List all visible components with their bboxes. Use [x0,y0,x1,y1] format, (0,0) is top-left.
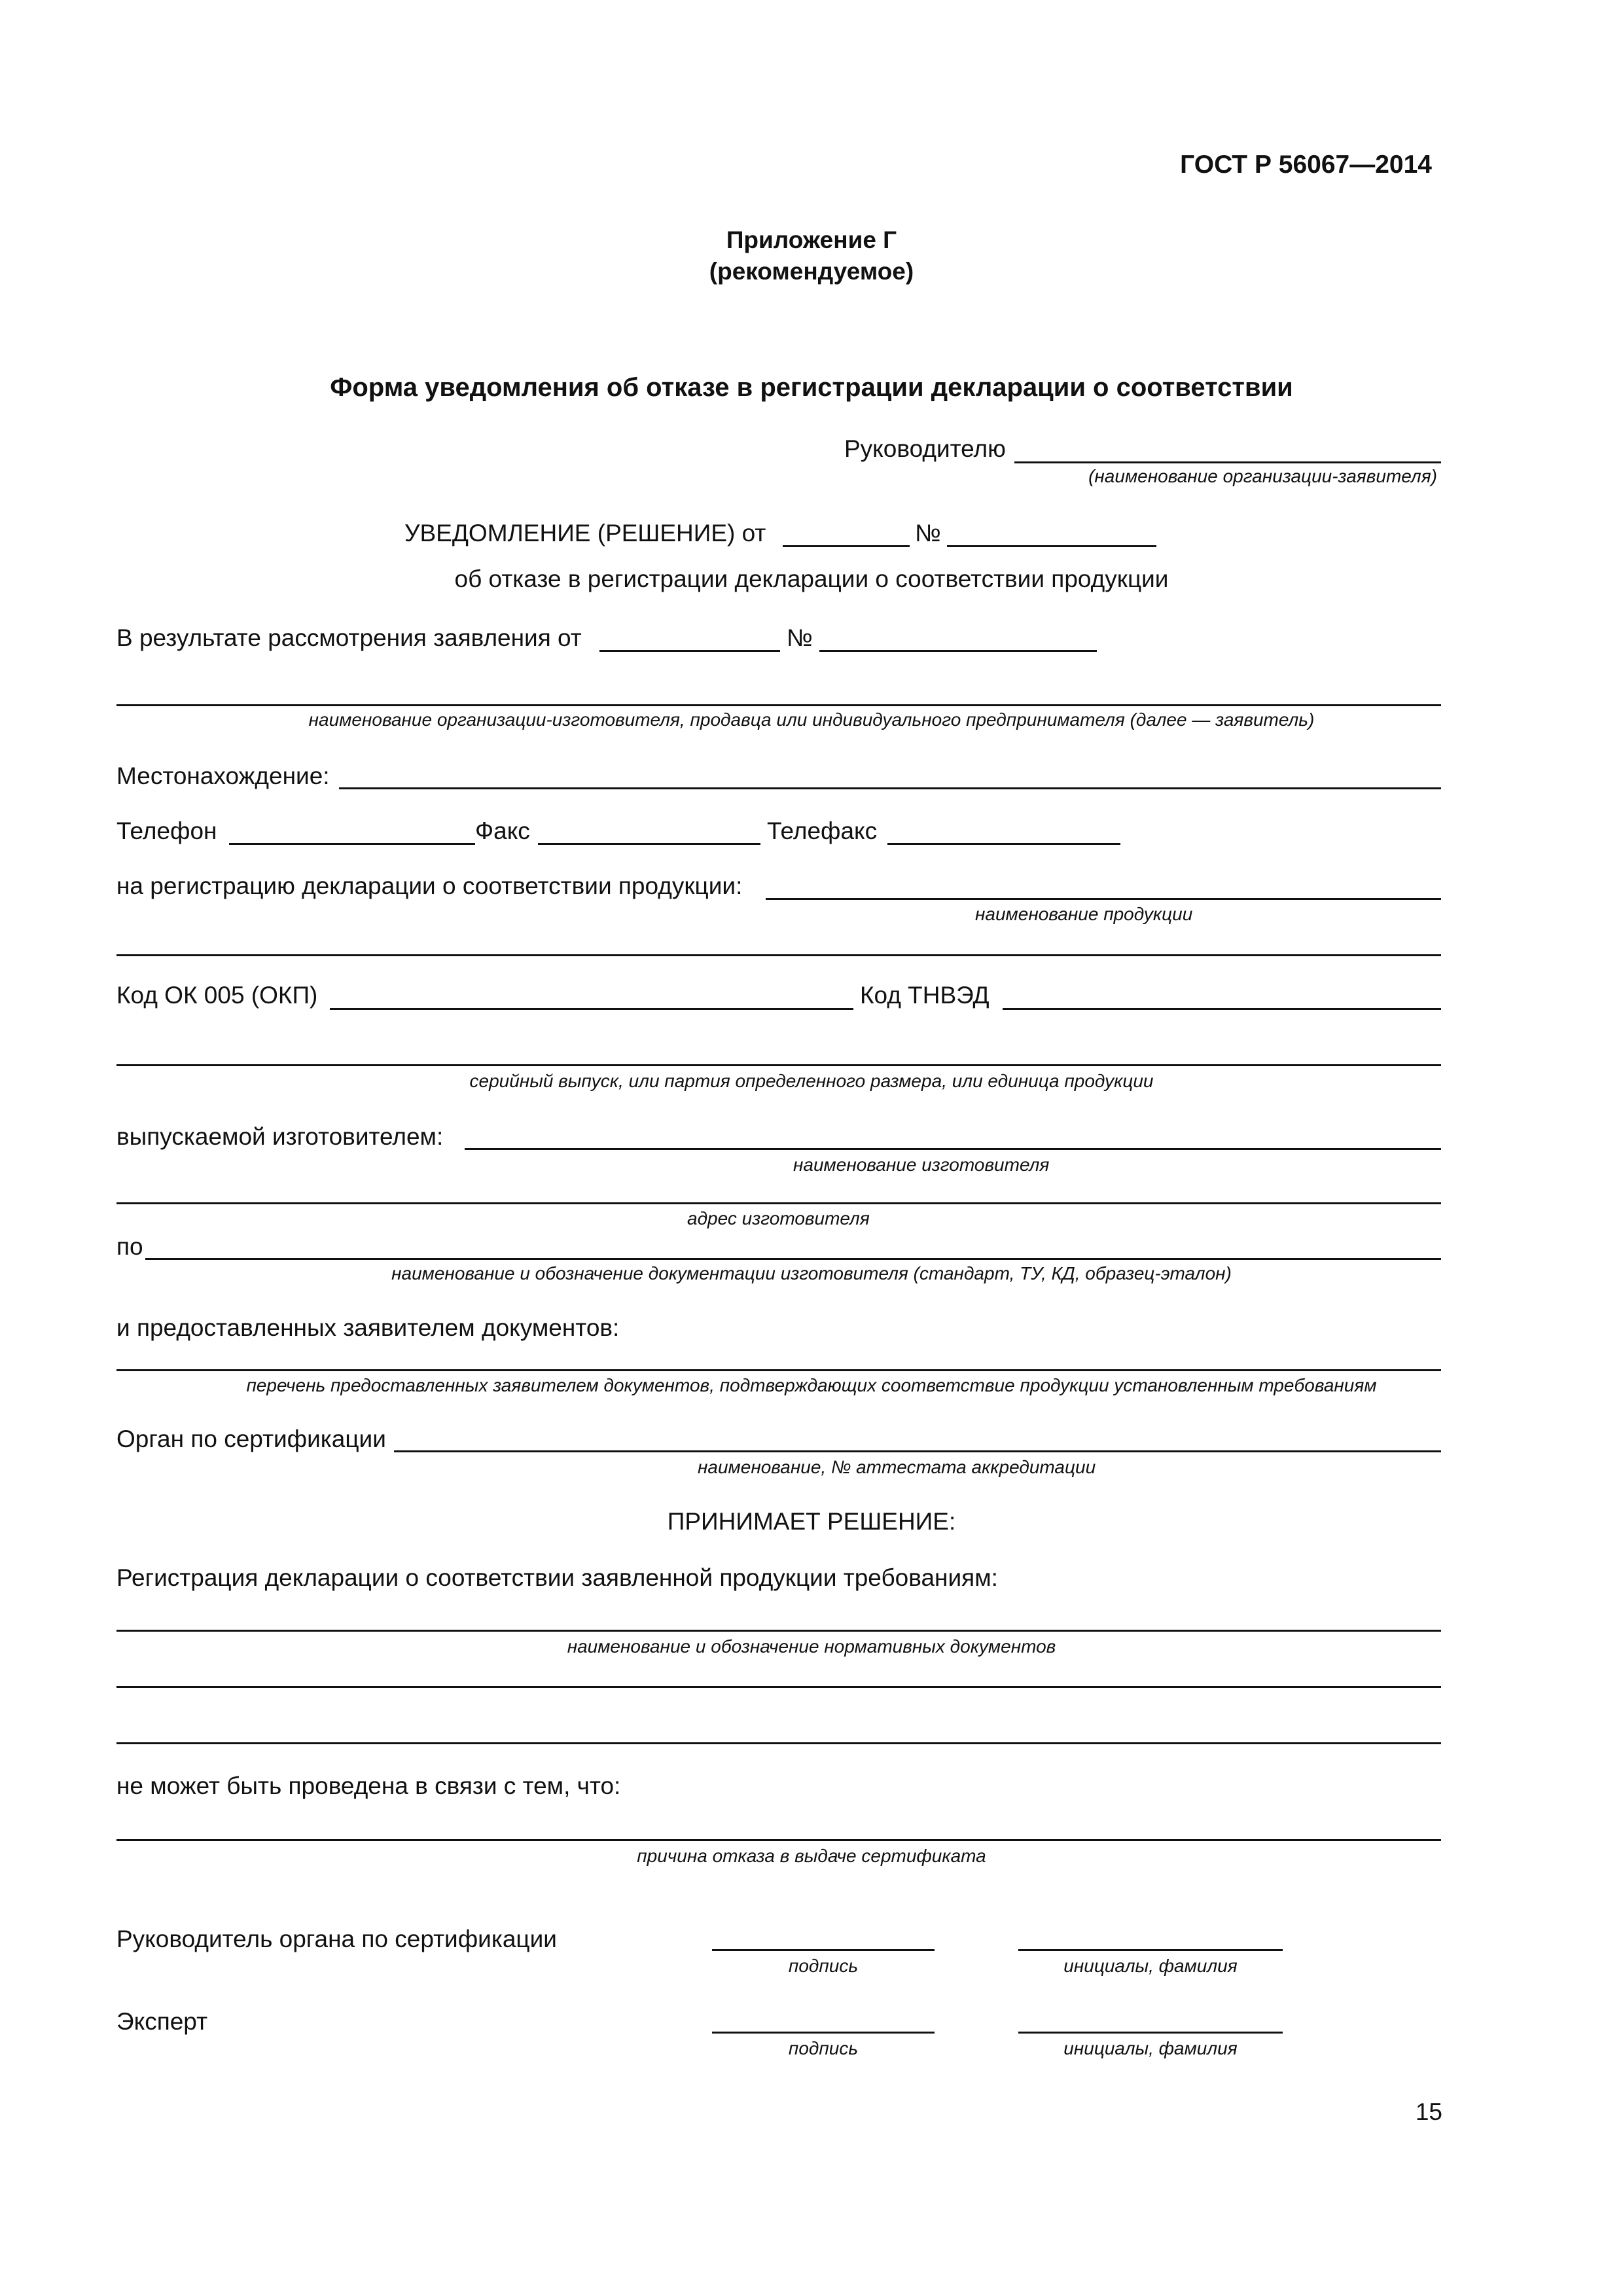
head-label: Руководитель органа по сертификации [116,1926,557,1952]
normative-field-2[interactable] [116,1686,1441,1688]
expert-name-caption: инициалы, фамилия [1063,2038,1238,2058]
notice-label: УВЕДОМЛЕНИЕ (РЕШЕНИЕ) от [404,520,766,547]
notice-date-field[interactable] [783,545,910,547]
cert-body-label: Орган по сертификации [116,1426,386,1452]
head-name-field[interactable] [1018,1949,1283,1951]
by-label: по [116,1233,143,1260]
telefax-field[interactable] [887,843,1120,845]
addressee-label: Руководителю [844,435,1006,462]
appendix-title: Приложение Г [726,226,897,253]
documents-field[interactable] [116,1369,1441,1371]
documentation-field[interactable] [145,1258,1441,1260]
registration-label: Регистрация декларации о соответствии заявленной продукции требованиям: [116,1564,998,1591]
phone-label: Телефон [116,817,217,844]
location-field[interactable] [339,787,1441,789]
notice-number-sign: № [915,520,941,547]
addressee-field[interactable] [1014,461,1441,463]
normative-field-3[interactable] [116,1742,1441,1744]
tnved-field[interactable] [1003,1008,1441,1010]
expert-signature-field[interactable] [712,2032,935,2034]
manufacturer-caption: наименование изготовителя [793,1155,1050,1175]
manufacturer-field[interactable] [465,1148,1441,1150]
product-field[interactable] [766,898,1441,900]
batch-field[interactable] [116,1064,1441,1066]
notice-number-field[interactable] [947,545,1156,547]
product-field-2[interactable] [116,954,1441,956]
notice-subtitle: об отказе в регистрации декларации о соответствии продукции [454,565,1169,592]
location-label: Местонахождение: [116,762,330,789]
page-number: 15 [1415,2098,1442,2125]
head-name-caption: инициалы, фамилия [1063,1956,1238,1976]
review-date-field[interactable] [599,650,780,652]
review-number-field[interactable] [819,650,1097,652]
batch-caption: серийный выпуск, или партия определенного размера, или единица продукции [469,1071,1154,1091]
applicant-field[interactable] [116,704,1441,706]
head-signature-field[interactable] [712,1949,935,1951]
product-caption: наименование продукции [975,904,1193,924]
review-label: В результате рассмотрения заявления от [116,624,582,651]
address-caption: адрес изготовителя [687,1208,870,1229]
tnved-label: Код ТНВЭД [860,982,990,1009]
reason-caption: причина отказа в выдаче сертификата [637,1846,986,1866]
normative-caption: наименование и обозначение нормативных документов [567,1636,1056,1657]
cert-body-field[interactable] [394,1450,1441,1452]
form-title: Форма уведомления об отказе в регистрации декларации о соответствии [330,373,1293,402]
decision-heading: ПРИНИМАЕТ РЕШЕНИЕ: [667,1508,956,1535]
documentation-caption: наименование и обозначение документации изготовителя (стандарт, ТУ, КД, образец-эталон) [391,1263,1232,1283]
appendix-subtitle: (рекомендуемое) [709,258,914,285]
fax-field[interactable] [538,843,760,845]
documents-caption: перечень предоставленных заявителем документов, подтверждающих соответствие продукции установленным требованиям [246,1375,1377,1395]
documents-label: и предоставленных заявителем документов: [116,1314,620,1341]
standard-number: ГОСТ Р 56067—2014 [1180,151,1432,179]
reason-field[interactable] [116,1839,1441,1841]
cannot-label: не может быть проведена в связи с тем, что: [116,1772,621,1799]
expert-signature-caption: подпись [788,2038,859,2058]
address-field[interactable] [116,1202,1441,1204]
telefax-label: Телефакс [767,817,878,844]
expert-name-field[interactable] [1018,2032,1283,2034]
normative-field[interactable] [116,1630,1441,1632]
applicant-caption: наименование организации-изготовителя, продавца или индивидуального предпринимателя (далее — заявитель) [308,709,1315,730]
addressee-caption: (наименование организации-заявителя) [1088,466,1437,486]
expert-label: Эксперт [116,2008,208,2035]
manufacturer-label: выпускаемой изготовителем: [116,1123,444,1150]
cert-body-caption: наименование, № аттестата аккредитации [698,1457,1096,1477]
product-label: на регистрацию декларации о соответствии продукции: [116,872,743,899]
fax-label: Факс [475,817,530,844]
okp-field[interactable] [330,1008,853,1010]
okp-label: Код ОК 005 (ОКП) [116,982,318,1009]
review-number-sign: № [787,624,813,651]
phone-field[interactable] [229,843,475,845]
head-signature-caption: подпись [788,1956,859,1976]
